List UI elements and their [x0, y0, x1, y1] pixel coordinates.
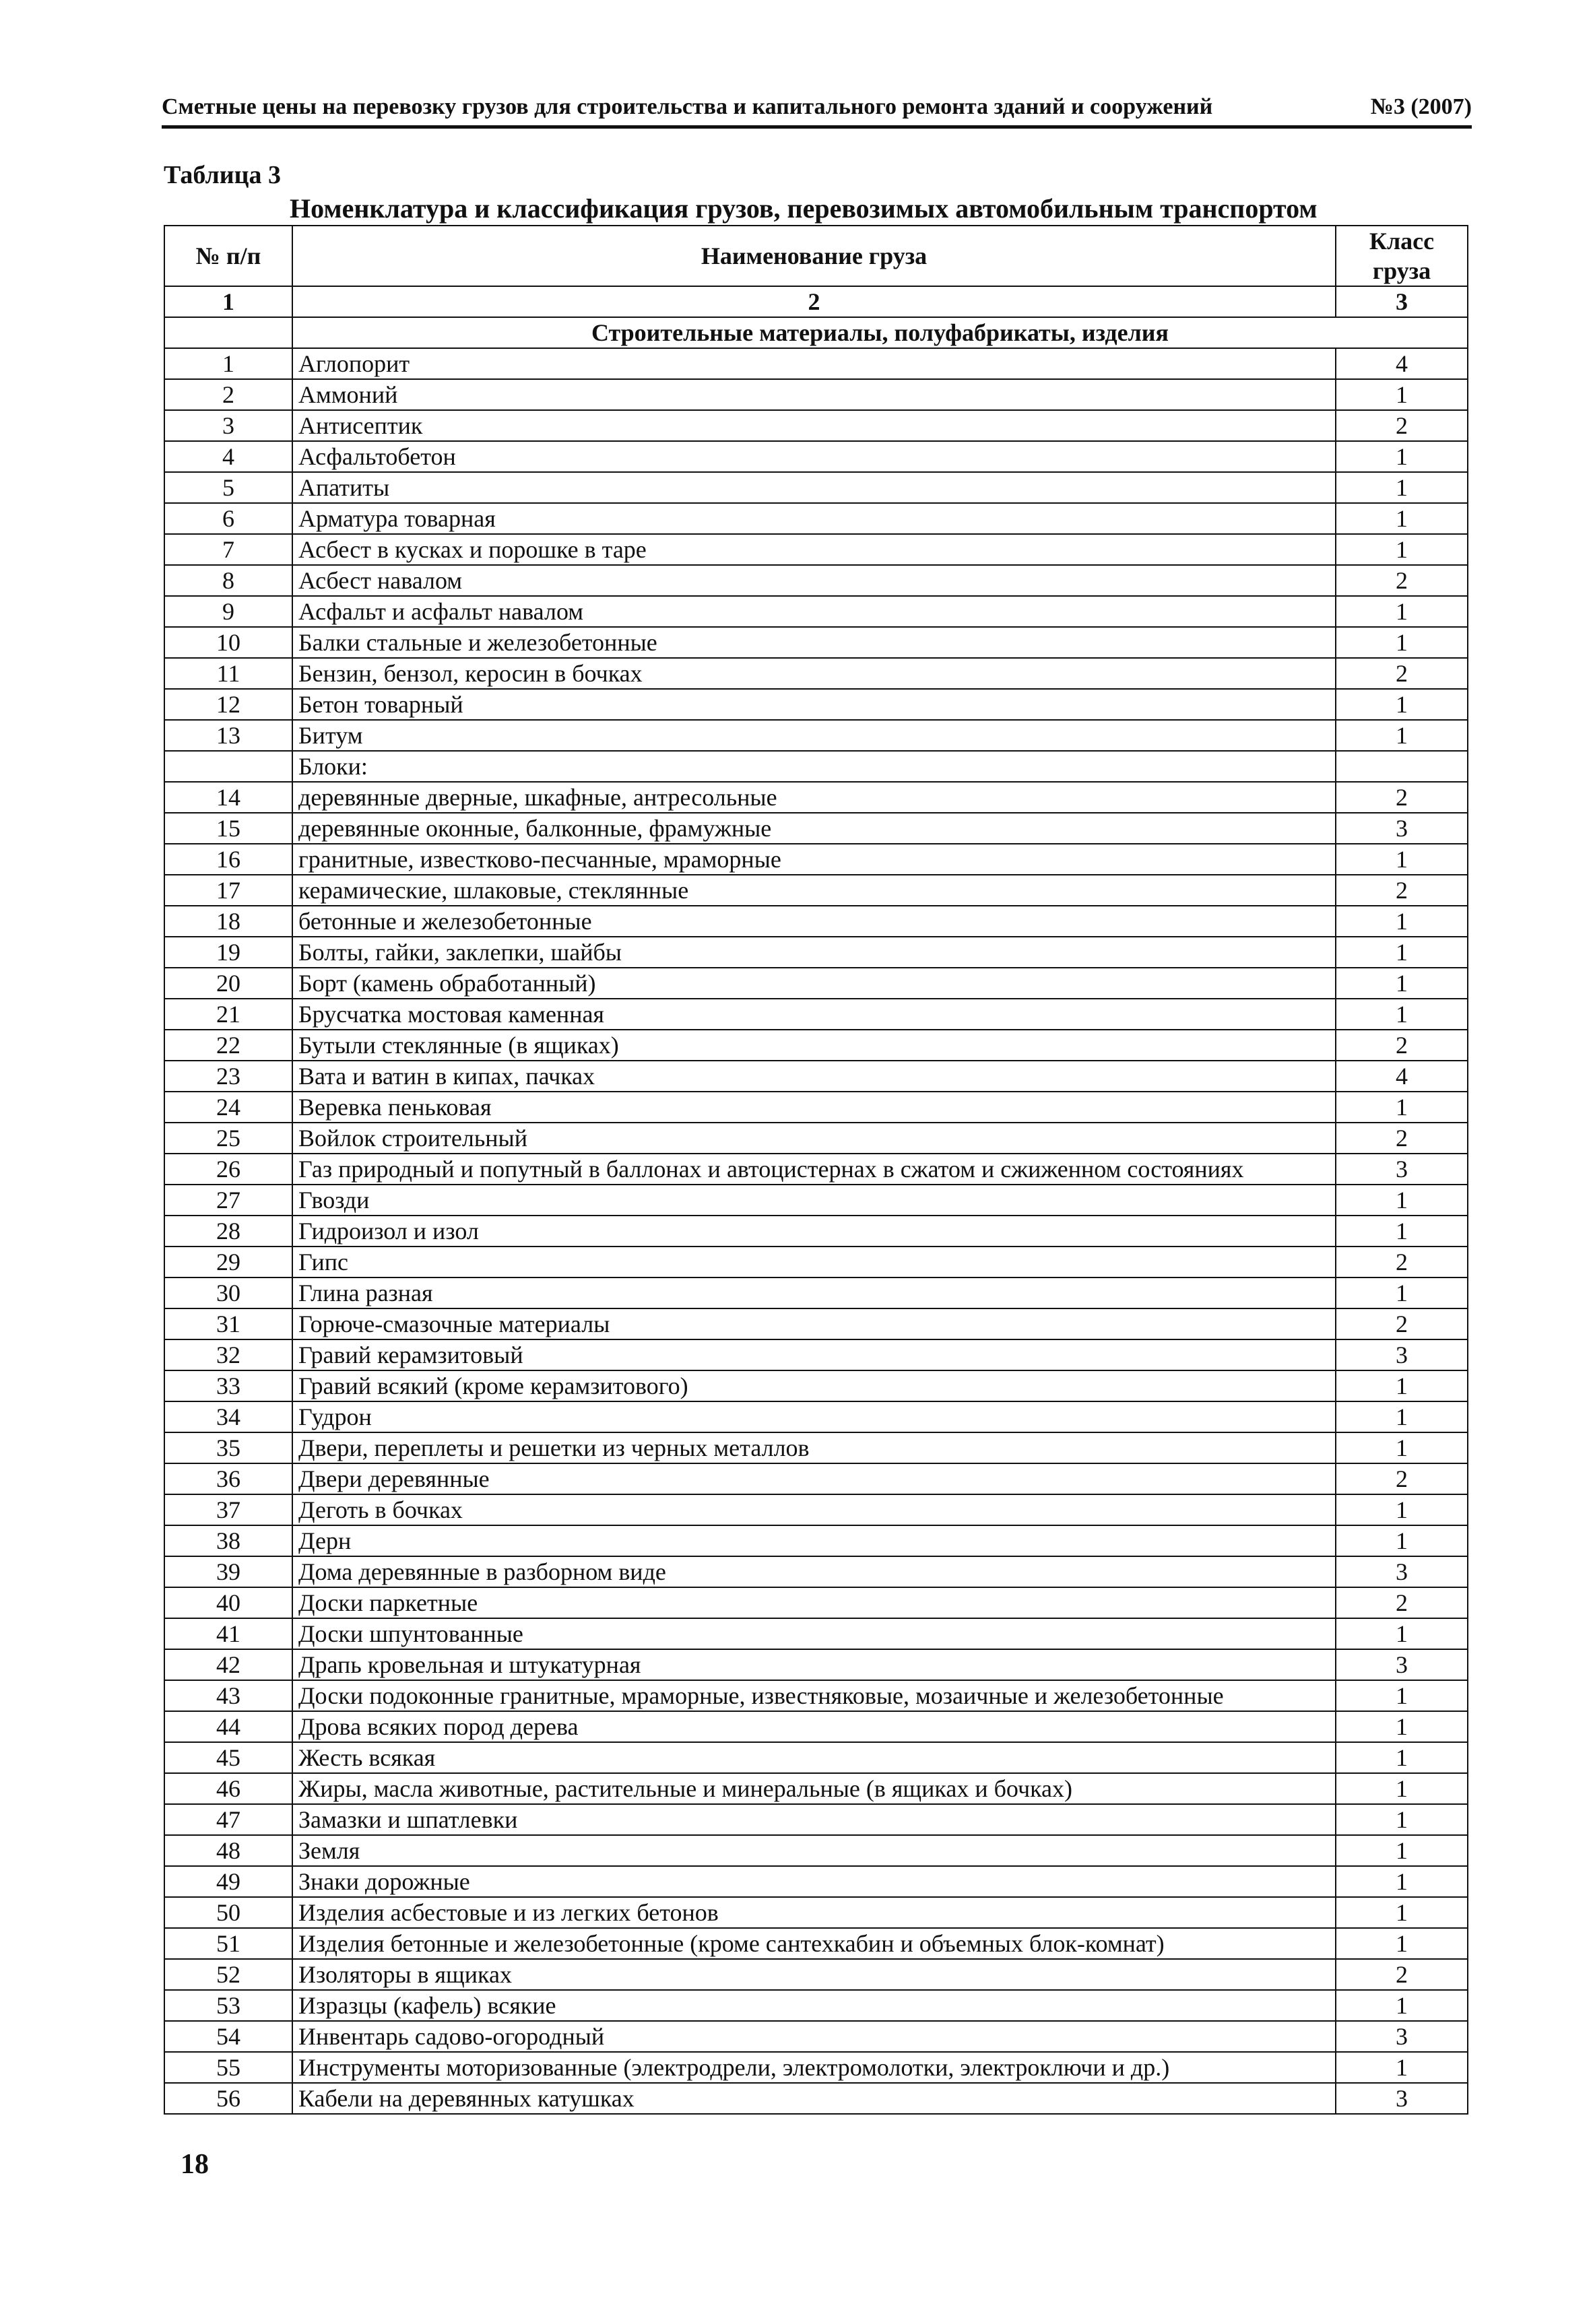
cargo-name: Аммоний: [292, 379, 1336, 410]
row-number: 56: [164, 2083, 292, 2114]
row-number: 14: [164, 782, 292, 813]
cargo-class: 3: [1336, 813, 1468, 844]
row-number: 47: [164, 1804, 292, 1835]
cargo-class: 3: [1336, 1649, 1468, 1680]
cargo-class: 3: [1336, 1339, 1468, 1370]
cargo-class: 1: [1336, 844, 1468, 875]
table-row: [164, 1990, 1468, 2021]
cargo-name: гранитные, известково-песчанные, мраморные: [292, 844, 1336, 875]
cargo-name: Брусчатка мостовая каменная: [292, 999, 1336, 1030]
running-header: [162, 94, 1472, 129]
cargo-class: 1: [1336, 1185, 1468, 1216]
cargo-name: Дерн: [292, 1525, 1336, 1556]
table-row: [164, 1185, 1468, 1216]
row-number: 30: [164, 1277, 292, 1308]
cargo-name: Гвозди: [292, 1185, 1336, 1216]
cargo-name: Земля: [292, 1835, 1336, 1866]
row-number: 31: [164, 1308, 292, 1339]
cargo-name: Деготь в бочках: [292, 1494, 1336, 1525]
cargo-class: 1: [1336, 1928, 1468, 1959]
cargo-class: 1: [1336, 1680, 1468, 1711]
table-row: [164, 844, 1468, 875]
cargo-class: 1: [1336, 441, 1468, 472]
cargo-class: 2: [1336, 565, 1468, 596]
cargo-name: Жесть всякая: [292, 1742, 1336, 1773]
row-number: 2: [164, 379, 292, 410]
table-row: [164, 1525, 1468, 1556]
row-number: 40: [164, 1587, 292, 1618]
row-number: 38: [164, 1525, 292, 1556]
cargo-class: 3: [1336, 2021, 1468, 2052]
row-number: 10: [164, 627, 292, 658]
row-number: 24: [164, 1092, 292, 1123]
cargo-class: 2: [1336, 1247, 1468, 1277]
row-number: 20: [164, 968, 292, 999]
cargo-name: Бензин, бензол, керосин в бочках: [292, 658, 1336, 689]
table-row: [164, 937, 1468, 968]
cargo-class: 1: [1336, 1401, 1468, 1432]
table-row: [164, 968, 1468, 999]
row-number: 43: [164, 1680, 292, 1711]
col-index-1: 1: [164, 286, 292, 317]
cargo-class: 2: [1336, 658, 1468, 689]
row-number: 32: [164, 1339, 292, 1370]
cargo-name: Замазки и шпатлевки: [292, 1804, 1336, 1835]
cargo-class: [1336, 751, 1468, 782]
cargo-name: Балки стальные и железобетонные: [292, 627, 1336, 658]
cargo-table: [164, 225, 1468, 2115]
table-row: [164, 658, 1468, 689]
row-number: 48: [164, 1835, 292, 1866]
cargo-class: 1: [1336, 534, 1468, 565]
cargo-class: 1: [1336, 1618, 1468, 1649]
row-number: 51: [164, 1928, 292, 1959]
cargo-name: Горюче-смазочные материалы: [292, 1308, 1336, 1339]
row-number: 18: [164, 906, 292, 937]
cargo-name: Двери, переплеты и решетки из черных металлов: [292, 1432, 1336, 1463]
table-row: [164, 2052, 1468, 2083]
row-number: 44: [164, 1711, 292, 1742]
row-number: 25: [164, 1123, 292, 1154]
section-row: [164, 317, 1468, 348]
table-row: [164, 1092, 1468, 1123]
table-row: [164, 1061, 1468, 1092]
row-number: 5: [164, 472, 292, 503]
table-row: [164, 503, 1468, 534]
cargo-name: Арматура товарная: [292, 503, 1336, 534]
table-row: [164, 410, 1468, 441]
cargo-name: Изоляторы в ящиках: [292, 1959, 1336, 1990]
cargo-name: Асбест навалом: [292, 565, 1336, 596]
row-number: 55: [164, 2052, 292, 2083]
cargo-class: 1: [1336, 906, 1468, 937]
cargo-name: Веревка пеньковая: [292, 1092, 1336, 1123]
table-row: [164, 627, 1468, 658]
row-number: 3: [164, 410, 292, 441]
row-number: 45: [164, 1742, 292, 1773]
cargo-class: 1: [1336, 1711, 1468, 1742]
cargo-class: 2: [1336, 1123, 1468, 1154]
cargo-name: Изделия асбестовые и из легких бетонов: [292, 1897, 1336, 1928]
cargo-name: Инструменты моторизованные (электродрели, электромолотки, электроключи и др.): [292, 2052, 1336, 2083]
row-number: 35: [164, 1432, 292, 1463]
cargo-class: 1: [1336, 1277, 1468, 1308]
row-number: 12: [164, 689, 292, 720]
cargo-class: 1: [1336, 1866, 1468, 1897]
table-row: [164, 1866, 1468, 1897]
cargo-name: Жиры, масла животные, растительные и минеральные (в ящиках и бочках): [292, 1773, 1336, 1804]
table-row: [164, 1247, 1468, 1277]
cargo-class: 3: [1336, 1556, 1468, 1587]
table-header-row: [164, 226, 1468, 286]
cargo-class: 1: [1336, 627, 1468, 658]
row-number: 15: [164, 813, 292, 844]
table-row: [164, 813, 1468, 844]
cargo-class: 1: [1336, 1897, 1468, 1928]
cargo-name: Асфальтобетон: [292, 441, 1336, 472]
cargo-name: Гидроизол и изол: [292, 1216, 1336, 1247]
cargo-class: 4: [1336, 1061, 1468, 1092]
cargo-class: 2: [1336, 1463, 1468, 1494]
row-number: 26: [164, 1154, 292, 1185]
page-number: 18: [181, 2149, 209, 2180]
cargo-class: 1: [1336, 1835, 1468, 1866]
row-number: 50: [164, 1897, 292, 1928]
table-row: [164, 1494, 1468, 1525]
cargo-class: 3: [1336, 2083, 1468, 2114]
table-row: [164, 1897, 1468, 1928]
row-number: [164, 751, 292, 782]
row-number: 22: [164, 1030, 292, 1061]
row-number: 33: [164, 1370, 292, 1401]
table-row: [164, 1556, 1468, 1587]
cargo-class: 2: [1336, 1587, 1468, 1618]
cargo-class: 2: [1336, 410, 1468, 441]
cargo-name: Двери деревянные: [292, 1463, 1336, 1494]
table-row: [164, 2021, 1468, 2052]
row-number: 8: [164, 565, 292, 596]
table-row: [164, 1711, 1468, 1742]
cargo-name: Доски шпунтованные: [292, 1618, 1336, 1649]
table-row: [164, 875, 1468, 906]
cargo-class: 1: [1336, 596, 1468, 627]
cargo-name: Борт (камень обработанный): [292, 968, 1336, 999]
cargo-name: Апатиты: [292, 472, 1336, 503]
row-number: 11: [164, 658, 292, 689]
row-number: 53: [164, 1990, 292, 2021]
cargo-name: Войлок строительный: [292, 1123, 1336, 1154]
row-number: 16: [164, 844, 292, 875]
row-number: 21: [164, 999, 292, 1030]
cargo-name: Газ природный и попутный в баллонах и автоцистернах в сжатом и сжиженном состояниях: [292, 1154, 1336, 1185]
table-row: [164, 1959, 1468, 1990]
table-row: [164, 1339, 1468, 1370]
header-title: Сметные цены на перевозку грузов для строительства и капитального ремонта зданий и сооружений: [162, 94, 1213, 119]
cargo-name: Асфальт и асфальт навалом: [292, 596, 1336, 627]
cargo-class: 1: [1336, 1092, 1468, 1123]
row-number: 9: [164, 596, 292, 627]
col-index-3: 3: [1336, 286, 1468, 317]
table-row: [164, 720, 1468, 751]
cargo-name: Гравий керамзитовый: [292, 1339, 1336, 1370]
cargo-class: 1: [1336, 1525, 1468, 1556]
cargo-name: Доски подоконные гранитные, мраморные, известняковые, мозаичные и железобетонные: [292, 1680, 1336, 1711]
cargo-name: Изделия бетонные и железобетонные (кроме сантехкабин и объемных блок-комнат): [292, 1928, 1336, 1959]
table-row: [164, 1123, 1468, 1154]
cargo-name: Болты, гайки, заклепки, шайбы: [292, 937, 1336, 968]
table-row: [164, 999, 1468, 1030]
cargo-name: Бетон товарный: [292, 689, 1336, 720]
col-header-num: № п/п: [164, 226, 292, 286]
row-number: 28: [164, 1216, 292, 1247]
table-row: [164, 1030, 1468, 1061]
cargo-class: 3: [1336, 1154, 1468, 1185]
row-number: 29: [164, 1247, 292, 1277]
cargo-name: Дрова всяких пород дерева: [292, 1711, 1336, 1742]
cargo-class: 1: [1336, 503, 1468, 534]
cargo-name: Гудрон: [292, 1401, 1336, 1432]
row-number: 54: [164, 2021, 292, 2052]
cargo-name: Драпь кровельная и штукатурная: [292, 1649, 1336, 1680]
cargo-class: 1: [1336, 2052, 1468, 2083]
cargo-class: 1: [1336, 999, 1468, 1030]
table-row: [164, 441, 1468, 472]
row-number: 7: [164, 534, 292, 565]
table-row: [164, 1618, 1468, 1649]
table-row: [164, 1649, 1468, 1680]
table-row: [164, 1216, 1468, 1247]
table-row: [164, 1742, 1468, 1773]
cargo-class: 1: [1336, 720, 1468, 751]
table-row: [164, 1308, 1468, 1339]
row-number: 41: [164, 1618, 292, 1649]
col-header-name: Наименование груза: [292, 226, 1336, 286]
table-row: [164, 1463, 1468, 1494]
cargo-name: Гипс: [292, 1247, 1336, 1277]
table-row: [164, 1680, 1468, 1711]
table-row: [164, 596, 1468, 627]
table-row: [164, 751, 1468, 782]
row-number: 42: [164, 1649, 292, 1680]
cargo-name: Инвентарь садово-огородный: [292, 2021, 1336, 2052]
row-number: 1: [164, 348, 292, 379]
cargo-class: 1: [1336, 937, 1468, 968]
table-row: [164, 689, 1468, 720]
table-row: [164, 906, 1468, 937]
cargo-class: 2: [1336, 1030, 1468, 1061]
cargo-class: 1: [1336, 1990, 1468, 2021]
cargo-name: Асбест в кусках и порошке в таре: [292, 534, 1336, 565]
table-row: [164, 1432, 1468, 1463]
table-row: [164, 1928, 1468, 1959]
row-number: 39: [164, 1556, 292, 1587]
cargo-class: 2: [1336, 782, 1468, 813]
cargo-name: Кабели на деревянных катушках: [292, 2083, 1336, 2114]
cargo-class: 1: [1336, 1742, 1468, 1773]
cargo-name: деревянные оконные, балконные, фрамужные: [292, 813, 1336, 844]
table-row: [164, 1835, 1468, 1866]
cargo-class: 1: [1336, 968, 1468, 999]
cargo-class: 2: [1336, 875, 1468, 906]
cargo-name: Гравий всякий (кроме керамзитового): [292, 1370, 1336, 1401]
cargo-name: Блоки:: [292, 751, 1336, 782]
col-header-class: Класс груза: [1336, 226, 1468, 286]
row-number: 27: [164, 1185, 292, 1216]
row-number: 49: [164, 1866, 292, 1897]
cargo-name: Изразцы (кафель) всякие: [292, 1990, 1336, 2021]
row-number: 23: [164, 1061, 292, 1092]
cargo-name: Бутыли стеклянные (в ящиках): [292, 1030, 1336, 1061]
cargo-class: 1: [1336, 1216, 1468, 1247]
cargo-name: Знаки дорожные: [292, 1866, 1336, 1897]
cargo-name: бетонные и железобетонные: [292, 906, 1336, 937]
row-number: 46: [164, 1773, 292, 1804]
table-row: [164, 565, 1468, 596]
table-row: [164, 1154, 1468, 1185]
cargo-name: деревянные дверные, шкафные, антресольные: [292, 782, 1336, 813]
row-number: 19: [164, 937, 292, 968]
row-number: 4: [164, 441, 292, 472]
row-number: 52: [164, 1959, 292, 1990]
cargo-name: керамические, шлаковые, стеклянные: [292, 875, 1336, 906]
table-index-row: [164, 286, 1468, 317]
table-row: [164, 1587, 1468, 1618]
section-num-cell: [164, 317, 292, 348]
cargo-class: 1: [1336, 1494, 1468, 1525]
table-row: [164, 534, 1468, 565]
cargo-class: 2: [1336, 1959, 1468, 1990]
cargo-name: Вата и ватин в кипах, пачках: [292, 1061, 1336, 1092]
cargo-class: 4: [1336, 348, 1468, 379]
cargo-name: Антисептик: [292, 410, 1336, 441]
table-row: [164, 348, 1468, 379]
cargo-class: 1: [1336, 1370, 1468, 1401]
table-row: [164, 1277, 1468, 1308]
table-row: [164, 472, 1468, 503]
cargo-class: 1: [1336, 689, 1468, 720]
cargo-class: 1: [1336, 1432, 1468, 1463]
table-title: Номенклатура и классификация грузов, перевозимых автомобильным транспортом: [290, 193, 1318, 224]
table-row: [164, 1804, 1468, 1835]
row-number: 13: [164, 720, 292, 751]
cargo-name: Битум: [292, 720, 1336, 751]
table-row: [164, 1401, 1468, 1432]
cargo-class: 1: [1336, 1804, 1468, 1835]
cargo-name: Аглопорит: [292, 348, 1336, 379]
col-index-2: 2: [292, 286, 1336, 317]
row-number: 17: [164, 875, 292, 906]
cargo-name: Доски паркетные: [292, 1587, 1336, 1618]
cargo-class: 1: [1336, 379, 1468, 410]
row-number: 36: [164, 1463, 292, 1494]
table-row: [164, 379, 1468, 410]
cargo-class: 2: [1336, 1308, 1468, 1339]
row-number: 34: [164, 1401, 292, 1432]
table-row: [164, 782, 1468, 813]
cargo-class: 1: [1336, 472, 1468, 503]
row-number: 37: [164, 1494, 292, 1525]
table-label: Таблица 3: [164, 161, 282, 189]
header-issue: №3 (2007): [1370, 94, 1472, 119]
cargo-class: 1: [1336, 1773, 1468, 1804]
row-number: 6: [164, 503, 292, 534]
table-row: [164, 2083, 1468, 2114]
table-row: [164, 1773, 1468, 1804]
cargo-name: Глина разная: [292, 1277, 1336, 1308]
section-title: Строительные материалы, полуфабрикаты, изделия: [292, 317, 1468, 348]
cargo-name: Дома деревянные в разборном виде: [292, 1556, 1336, 1587]
table-row: [164, 1370, 1468, 1401]
